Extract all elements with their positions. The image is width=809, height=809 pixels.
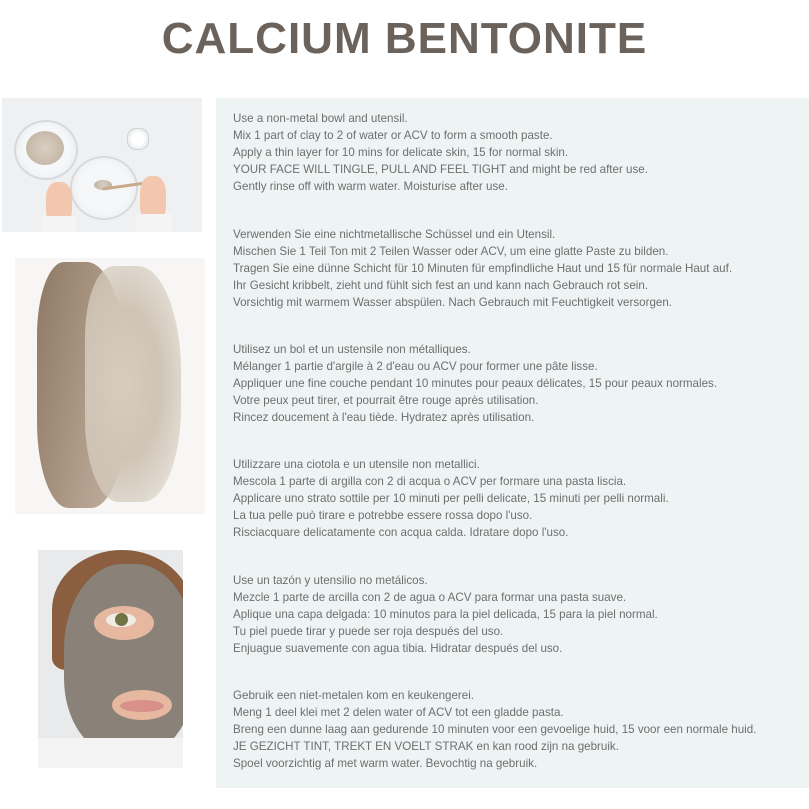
- iris: [115, 613, 128, 626]
- water-jar: [127, 128, 149, 150]
- instructions-de: [233, 226, 807, 311]
- instructions-nl: [233, 687, 807, 772]
- instructions-es: [233, 572, 807, 657]
- instruction-line: Apply a thin layer for 10 mins for delicate skin, 15 for normal skin.: [233, 146, 569, 159]
- instructions-en: [233, 110, 807, 195]
- instruction-line: Aplique una capa delgada: 10 minutos para la piel delicada, 15 para la piel normal.: [233, 608, 658, 621]
- towel: [38, 738, 183, 768]
- instruction-line: Use un tazón y utensilio no metálicos.: [233, 574, 428, 587]
- instruction-line: Utilisez un bol et un ustensile non métalliques.: [233, 343, 471, 356]
- instruction-line: Mischen Sie 1 Teil Ton mit 2 Teilen Wasser oder ACV, um eine glatte Paste zu bilden.: [233, 245, 669, 258]
- instruction-line: Appliquer une fine couche pendant 10 minutes pour peaux délicates, 15 pour peaux normales.: [233, 377, 718, 390]
- instruction-line: Verwenden Sie eine nichtmetallische Schüssel und ein Utensil.: [233, 228, 556, 241]
- instructions-fr: [233, 341, 807, 426]
- instruction-line: Mescola 1 parte di argilla con 2 di acqua o ACV per formare una pasta liscia.: [233, 475, 627, 488]
- face-mask-photo: [38, 550, 183, 768]
- instruction-line: Utilizzare una ciotola e un utensile non metallici.: [233, 458, 480, 471]
- instruction-line: Mélanger 1 partie d'argile à 2 d'eau ou ACV pour former une pâte lisse.: [233, 360, 598, 373]
- instruction-line: Breng een dunne laag aan gedurende 10 minuten voor een gevoelige huid, 15 voor een normale huid.: [233, 723, 757, 736]
- instruction-line: Gently rinse off with warm water. Moisturise after use.: [233, 180, 508, 193]
- instructions-it: [233, 456, 807, 541]
- instruction-line: La tua pelle può tirare e potrebbe essere rossa dopo l'uso.: [233, 509, 533, 522]
- clay-swatch-photo: [15, 258, 205, 514]
- instruction-line: Meng 1 deel klei met 2 delen water of ACV tot een gladde pasta.: [233, 706, 564, 719]
- instruction-line: JE GEZICHT TINT, TREKT EN VOELT STRAK en kan rood zijn na gebruik.: [233, 740, 619, 753]
- instruction-line: Applicare uno strato sottile per 10 minuti per pelli delicate, 15 minuti per pelli normali.: [233, 492, 669, 505]
- masked-face: [64, 564, 183, 754]
- bowls-photo: [2, 98, 202, 232]
- clay-powder-smear: [85, 266, 181, 502]
- instruction-line: Tragen Sie eine dünne Schicht für 10 Minuten für empfindliche Haut und 15 für normale Haut auf.: [233, 262, 733, 275]
- instruction-line: Ihr Gesicht kribbelt, zieht und fühlt sich fest an und kann nach Gebrauch rot sein.: [233, 279, 649, 292]
- left-sleeve: [42, 216, 76, 232]
- instructions-panel: [216, 98, 809, 788]
- instruction-line: YOUR FACE WILL TINGLE, PULL AND FEEL TIGHT and might be red after use.: [233, 163, 648, 176]
- instruction-line: Risciacquare delicatamente con acqua calda. Idratare dopo l'uso.: [233, 526, 569, 539]
- right-sleeve: [136, 214, 172, 232]
- instruction-line: Gebruik een niet-metalen kom en keukengerei.: [233, 689, 475, 702]
- lips: [120, 700, 164, 712]
- instruction-line: Mix 1 part of clay to 2 of water or ACV to form a smooth paste.: [233, 129, 553, 142]
- instruction-line: Tu piel puede tirar y puede ser roja después del uso.: [233, 625, 504, 638]
- instruction-line: Votre peux peut tirer, et pourrait être rouge après utilisation.: [233, 394, 539, 407]
- instruction-line: Vorsichtig mit warmem Wasser abspülen. Nach Gebrauch mit Feuchtigkeit versorgen.: [233, 296, 673, 309]
- instruction-line: Rincez doucement à l'eau tiède. Hydratez après utilisation.: [233, 411, 535, 424]
- instruction-line: Spoel voorzichtig af met warm water. Bevochtig na gebruik.: [233, 757, 538, 770]
- instruction-line: Mezcle 1 parte de arcilla con 2 de agua o ACV para formar una pasta suave.: [233, 591, 627, 604]
- instruction-line: Enjuague suavemente con agua tibia. Hidratar después del uso.: [233, 642, 563, 655]
- instruction-line: Use a non-metal bowl and utensil.: [233, 112, 408, 125]
- clay-powder: [26, 131, 64, 165]
- page-title: CALCIUM BENTONITE: [161, 14, 648, 63]
